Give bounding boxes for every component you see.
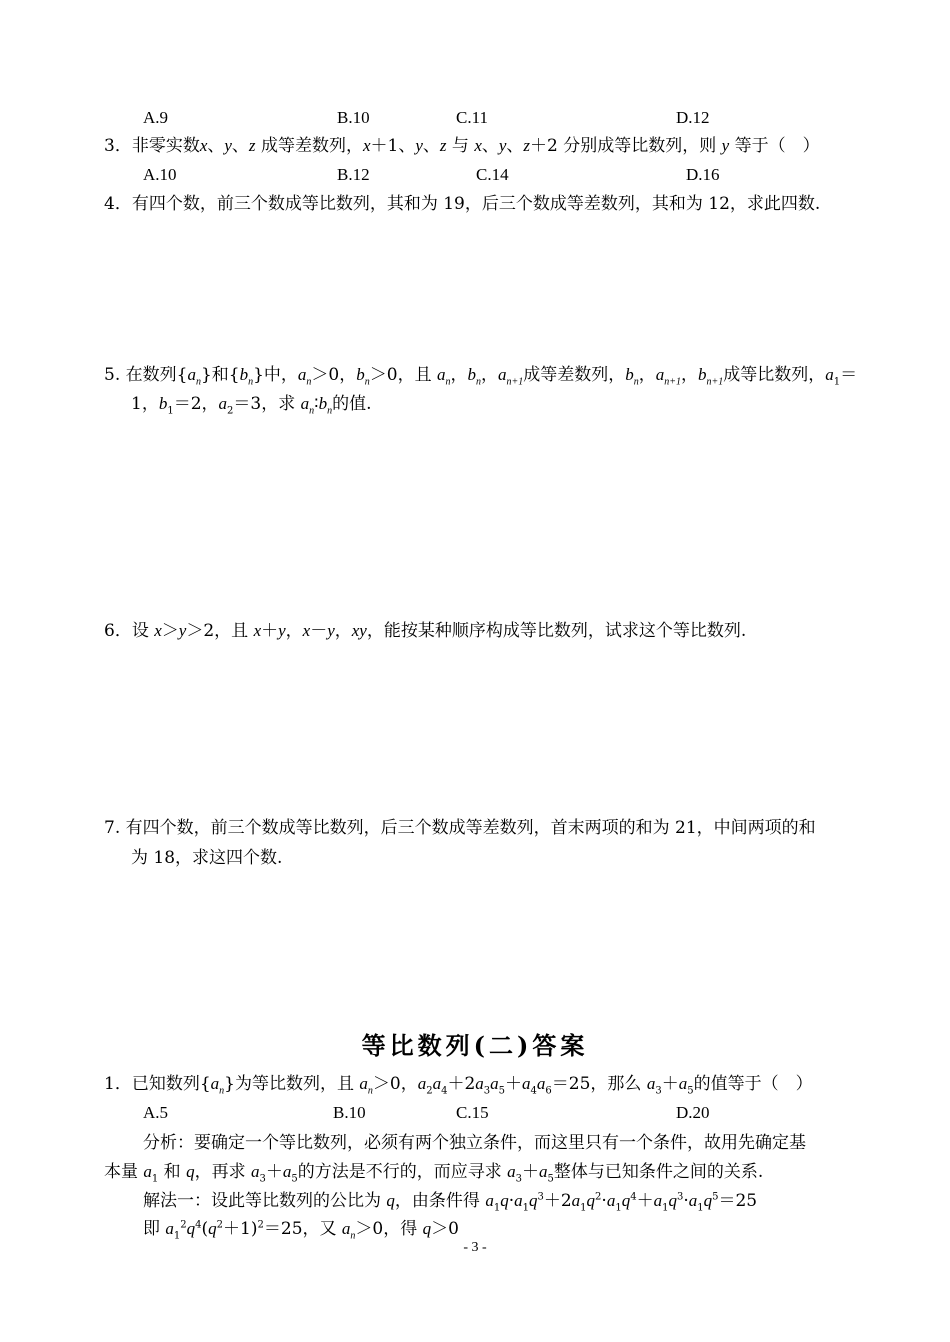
q2-option-d: D.12 xyxy=(676,108,710,127)
question-5-line-2: 1，$b_1=2$，$a_2=3$，求 $a_n∶b_n$的值. xyxy=(131,394,372,417)
a1-option-a: A.5 xyxy=(143,1103,169,1122)
question-4: 4．有四个数，前三个数成等比数列，其和为 19，后三个数成等差数列，其和为 12，求此四数. xyxy=(104,194,821,214)
solution-line-2: 即 $a_1^2q^4(q^2+1)^2=25$，又 $a_n>0$，得 q＞0 xyxy=(143,1219,459,1242)
a1-option-d: D.20 xyxy=(676,1103,710,1122)
a1-option-c: C.15 xyxy=(456,1103,489,1122)
analysis-line-1: 分析：要确定一个等比数列，必须有两个独立条件，而这里只有一个条件，故用先确定基 xyxy=(143,1133,806,1153)
analysis-line-2: 本量 $a_1$ 和 q，再求 $a_3+a_5$的方法是不行的，而应寻求 $a_3+a_5$整体与已知条件之间的关系. xyxy=(104,1162,764,1185)
question-5-line-1: 5. 在数列$\{a_n\}$和$\{b_n\}$中，$a_n>0$，$b_n>0$，且 $a_n$，$b_n$，$a_{n+1}$成等差数列，$b_n$，$a_{n+1}$，$b_{n+1}$成等比数列，$a_1=$ xyxy=(104,365,858,388)
question-6: 6．设 x＞y＞2，且 x＋y，x－y，xy，能按某种顺序构成等比数列，试求这个等比数列. xyxy=(104,621,747,641)
q3-option-d: D.16 xyxy=(686,165,720,184)
question-7-line-1: 7. 有四个数，前三个数成等比数列，后三个数成等差数列，首末两项的和为 21，中间两项的和 xyxy=(104,818,816,838)
q3-option-c: C.14 xyxy=(476,165,509,184)
solution-line-1: 解法一：设此等比数列的公比为 q，由条件得 $a_1q\cdot a_1q^3+2a_1q^2\cdot a_1q^4+a_1q^3\cdot a_1q^5=25$ xyxy=(143,1191,758,1214)
q3-option-b: B.12 xyxy=(337,165,370,184)
question-3: 3．非零实数x、y、z 成等差数列，x＋1、y、z 与 x、y、z＋2 分别成等比数列，则 y 等于（ ） xyxy=(104,136,820,156)
answer-section-title: 等比数列(二)答案 xyxy=(361,1031,589,1060)
q2-option-a: A.9 xyxy=(143,108,169,127)
q2-option-b: B.10 xyxy=(337,108,370,127)
a1-option-b: B.10 xyxy=(333,1103,366,1122)
answer-1-question: 1．已知数列$\{a_n\}$为等比数列，且 $a_n>0$，$a_2a_4+2a_3a_5+a_4a_6=25$，那么 $a_3+a_5$的值等于（ ） xyxy=(104,1074,813,1097)
q2-option-c: C.11 xyxy=(456,108,488,127)
question-7-line-2: 为 18，求这四个数. xyxy=(131,848,283,868)
q3-option-a: A.10 xyxy=(143,165,177,184)
page-number: - 3 - xyxy=(463,1240,487,1255)
